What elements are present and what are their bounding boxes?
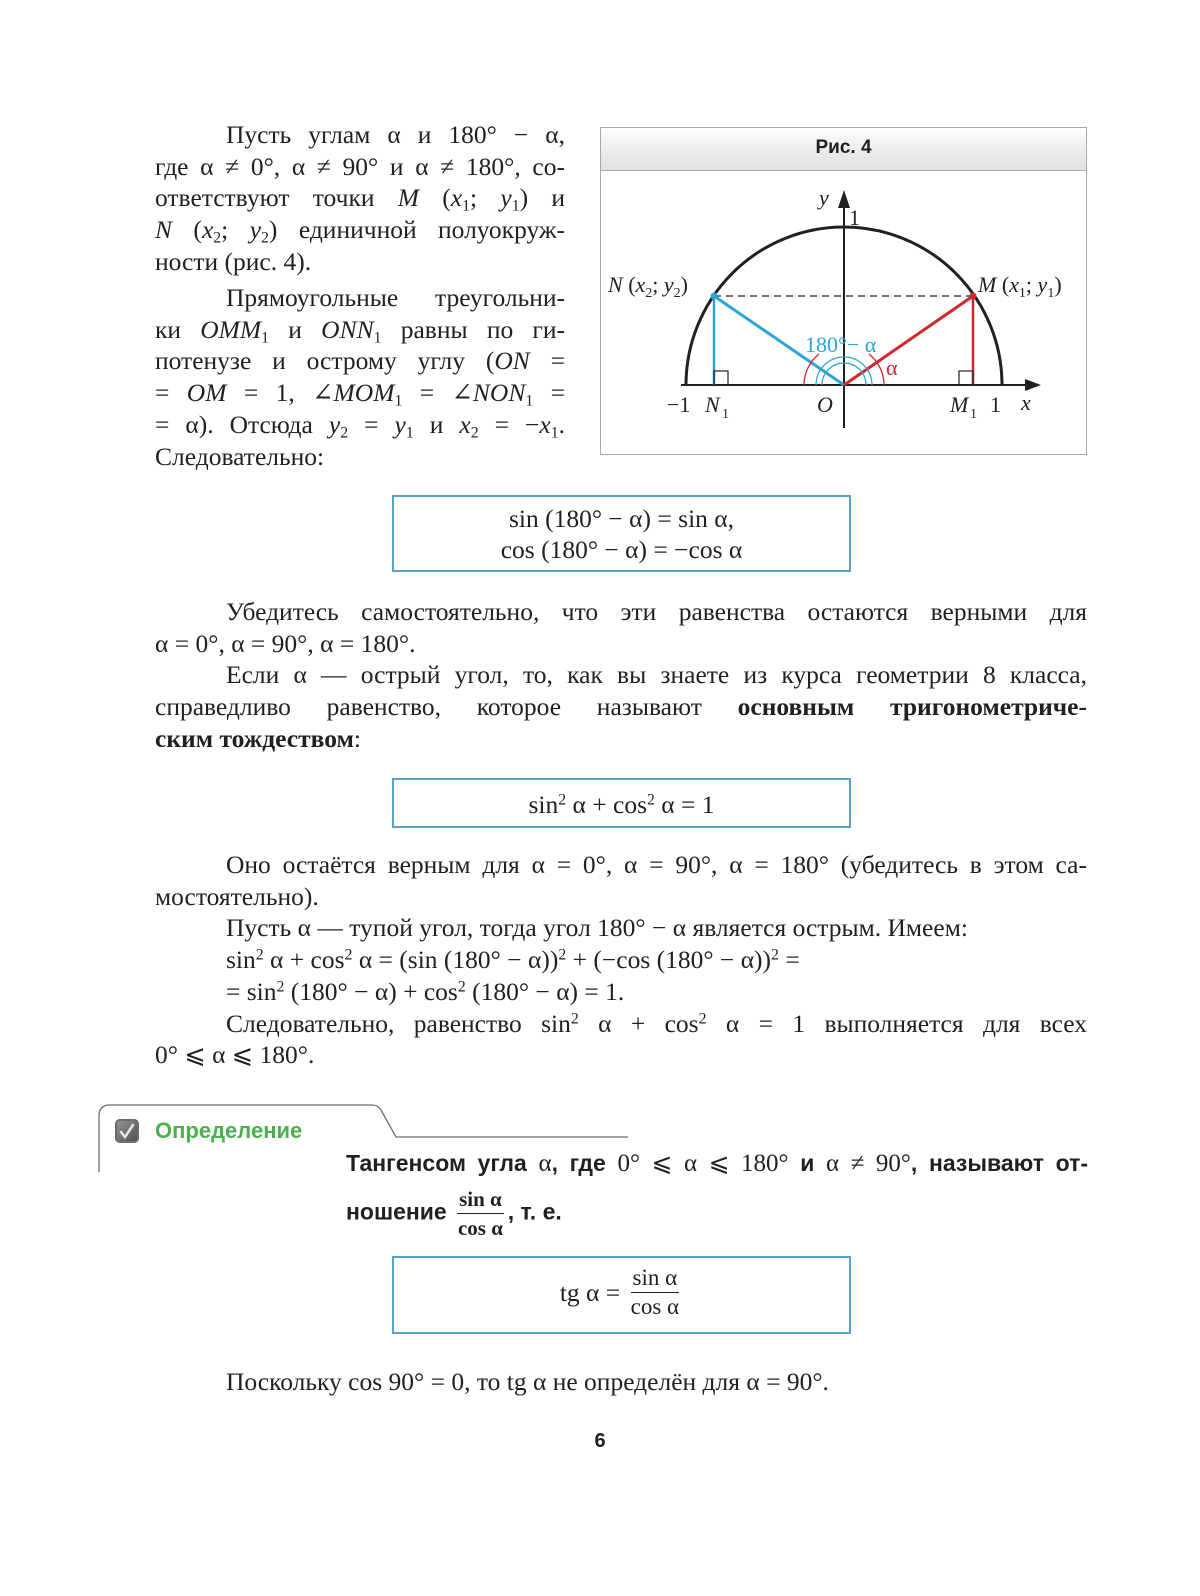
text: , т. е. [507, 1198, 562, 1225]
text-line: = $\sin^2 (180^\circ - \alpha) + \cos^2 (180^\circ - \alpha) = 1$. [226, 976, 625, 1006]
alpha-angle-label: α [886, 355, 898, 380]
definition-text [346, 1148, 1088, 1242]
text: ответствуют точки [155, 183, 375, 213]
unit-semicircle-diagram [601, 170, 1086, 454]
text: ). Отсюда [198, 409, 313, 439]
point-n: N [155, 215, 173, 245]
text: и [288, 314, 302, 344]
origin-label: O [817, 392, 833, 417]
page-number: 6 [594, 1430, 606, 1452]
bold-term: основным тригонометриче- [737, 692, 1087, 722]
formula-line: $\sin^2 \alpha + \cos^2 \alpha = 1$ [528, 790, 715, 819]
formula-box-tangent [392, 1256, 851, 1334]
text-line: α = 0°, α = 90°, α = 180°. [155, 628, 416, 658]
denominator: cos α [457, 1216, 503, 1240]
figure-title: Рис. 4 [601, 128, 1086, 171]
intro-line: ответствуют точки M ($x_1$; $y_1$) и [155, 183, 566, 216]
fraction [631, 1264, 680, 1321]
text-line: Оно остаётся верным для α = 0°, α = 90°, α = 180° (убедитесь в этом са- [226, 850, 1087, 879]
paragraph-proof [155, 849, 1087, 1071]
intro-line: ки $OMM_1$ и $ONN_1$ равны по ги- [155, 314, 566, 347]
y-axis-label: y [819, 185, 829, 210]
text-line: 0° ⩽ α ⩽ 180°. [155, 1040, 315, 1070]
math: 0° ⩽ α ⩽ 180° [617, 1150, 789, 1177]
intro-line: потенузе и острому углу (ON = [155, 346, 565, 376]
definition-line [346, 1148, 1088, 1179]
numerator: sin α [631, 1264, 680, 1293]
intro-line: Пусть углам α и 180° − α, [226, 120, 565, 149]
text-line: мостоятельно). [155, 881, 319, 911]
x-axis-label: x [1021, 390, 1031, 415]
y-one-label: 1 [849, 205, 860, 230]
intro-paragraph-2 [155, 282, 565, 472]
x-one-label: 1 [990, 392, 1001, 417]
formula-lhs: tg α = [559, 1278, 621, 1307]
intro-line: = OM = 1, $\angle MOM_1$ = $\angle NON_1$ = [155, 378, 566, 410]
text: и [800, 1150, 815, 1176]
text: ношение [346, 1198, 447, 1225]
figure-4 [600, 127, 1087, 455]
n1-subscript: 1 [722, 407, 729, 422]
intro-line: N ($x_2$; $y_2$) единичной полуокруж- [155, 215, 566, 247]
numerator: sin α [457, 1185, 504, 1214]
text-line: Если α — острый угол, то, как вы знаете из курса геометрии 8 класса, [226, 660, 1087, 690]
bold-term: ским тождеством [155, 723, 354, 753]
denominator: cos α [630, 1294, 680, 1319]
intro-line: Прямоугольные треугольни- [226, 283, 565, 312]
n1-label: N [705, 392, 720, 417]
minus-one-label: −1 [667, 392, 691, 417]
intro-line: ности (рис. 4). [155, 246, 312, 276]
formula-line: cos (180° − α) = −cos α [500, 535, 743, 564]
text-line: Убедитесь самостоятельно, что эти равенства остаются верными для [226, 597, 1087, 626]
definition-title: Определение [155, 1118, 303, 1143]
text: потенузе и острому углу ( [155, 346, 495, 376]
paragraph-check [155, 596, 1087, 755]
text: справедливо равенство, которое называют [155, 692, 702, 722]
text: , называют от- [910, 1150, 1089, 1176]
text: = 1, [243, 378, 295, 408]
math: α [538, 1150, 552, 1177]
formula-line: sin (180° − α) = sin α, [508, 504, 735, 533]
text: : [353, 723, 361, 753]
math: α ≠ 90° [826, 1150, 911, 1177]
intro-paragraph-1 [155, 119, 565, 278]
text-line: Пусть α — тупой угол, тогда угол 180° − α является острым. Имеем: [226, 913, 968, 943]
text: , где [551, 1150, 606, 1176]
intro-line: = α). Отсюда $y_2 = y_1$ и $x_2 = -x_1$. [155, 409, 566, 442]
paragraph-undefined: Поскольку cos 90° = 0, то tg α не определён для α = 90°. [226, 1367, 829, 1396]
obtuse-angle-label: 180°− α [805, 332, 877, 357]
text-line: $\sin^2 \alpha + \cos^2 \alpha = (\sin$ (180° − α))$^2$ + (−cos (180° − α))$^2$ = [226, 945, 800, 975]
text-line [155, 691, 1087, 723]
n-point-label: N ($x_2$; $y_2$) [608, 272, 688, 301]
text-line [155, 723, 1087, 755]
m1-label: M [950, 392, 969, 417]
text: равны по ги- [400, 314, 566, 344]
formula-box-identity [392, 778, 851, 828]
definition-line [346, 1185, 1088, 1242]
fraction [457, 1185, 504, 1242]
intro-line: где α ≠ 0°, α ≠ 90° и α ≠ 180°, со- [155, 151, 565, 181]
m-point-label: M ($x_1$; $y_1$) [978, 272, 1062, 301]
checkbox-icon [115, 1119, 139, 1143]
intro-line: Следовательно: [155, 441, 325, 471]
m1-subscript: 1 [970, 407, 977, 422]
point-m: M [397, 183, 419, 213]
text: Тангенсом угла [346, 1150, 527, 1176]
text: и [551, 183, 566, 213]
text: единичной полуокруж- [298, 215, 566, 245]
text-line: Следовательно, равенство $\sin^2 \alpha + \cos^2 \alpha = 1$ выполняется для всех [226, 1008, 1088, 1038]
formula-box-reduction [392, 495, 851, 572]
